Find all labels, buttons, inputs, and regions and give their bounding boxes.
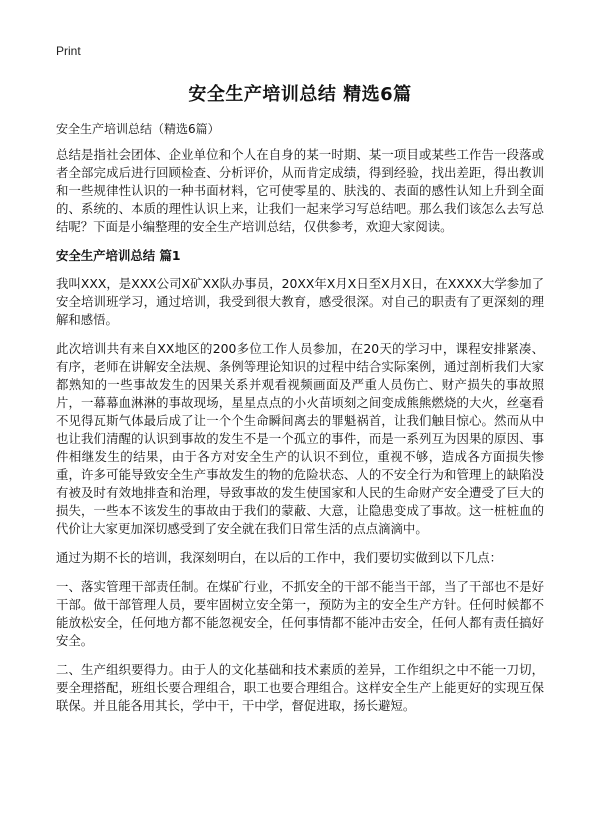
- body-paragraph-2: 此次培训共有来自XX地区的200多位工作人员参加，在20天的学习中，课程安排紧凑、有序，老师在讲解安全法规、条例等理论知识的过程中结合实际案例，通过剖析我们大家都熟知的一些事故发生的因果关系并观看视频画面及严重人员伤亡、财产损失的事故照片，一幕幕血淋淋的事故现场，星星点点的小火苗顷刻之间变成熊熊燃烧的大火，丝毫看不见得瓦斯气体最后成了让一个个生命瞬间离去的罪魁祸首，让我们触目惊心。然而从中也让我们清醒的认识到事故的发生不是一个孤立的事件，而是一系列互为因果的原因、事件相继发生的结果，由于各方对安全生产的认识不到位，重视不够，造成各方面损失惨重，许多可能导致安全生产事故发生的物的危险状态、人的不安全行为和管理上的缺陷没有被及时有效地排查和治理，导致事故的发生使国家和人民的生命财产安全遭受了巨大的损失，一些本不该发生的事故由于我们的蒙蔽、大意，让隐患变成了事故。这一桩桩血的代价让大家更加深切感受到了安全就在我们日常生活的点点滴滴中。: [56, 341, 544, 536]
- document-body: [56, 120, 544, 726]
- body-paragraph-1: 我叫XXX，是XXX公司X矿XX队办事员，20XX年X月X日至X月X日，在XXXX大学参加了安全培训班学习，通过培训，我受到很大教育，感受很深。对自己的职责有了更深刻的理解和感悟。: [56, 276, 544, 327]
- page-title: 安全生产培训总结 精选6篇: [188, 84, 412, 105]
- print-label: Print: [56, 44, 81, 58]
- section-heading: 安全生产培训总结 篇1: [56, 248, 181, 263]
- intro-paragraph: 总结是指社会团体、企业单位和个人在自身的某一时期、某一项目或某些工作告一段落或者全部完成后进行回顾检查、分析评价，从而肯定成绩，得到经验，找出差距，得出教训和一些规律性认识的一种书面材料，它可使零星的、肤浅的、表面的感性认知上升到全面的、系统的、本质的理性认识上来，让我们一起来学习写总结吧。那么我们该怎么去写总结呢？下面是小编整理的安全生产培训总结，仅供参考，欢迎大家阅读。: [56, 147, 544, 234]
- body-paragraph-4: 一、落实管理干部责任制。在煤矿行业，不抓安全的干部不能当干部，当了干部也不是好干部。做干部管理人员，要牢固树立安全第一，预防为主的安全生产方针。任何时候都不能放松安全，任何地方都不能忽视安全，任何事情都不能冲击安全，任何人都有责任搞好安全。: [56, 579, 544, 648]
- body-paragraph-3: 通过为期不长的培训，我深刻明白，在以后的工作中，我们要切实做到以下几点：: [56, 550, 503, 565]
- body-paragraph-5: 二、生产组织要得力。由于人的文化基础和技术素质的差异，工作组织之中不能一刀切，要全理搭配，班组长要合理组合，职工也要合理组合。这样安全生产上能更好的实现互保联保。并且能各用其长，学中干，干中学，督促进取，扬长避短。: [56, 662, 544, 713]
- document-subtitle: 安全生产培训总结（精选6篇）: [56, 122, 220, 136]
